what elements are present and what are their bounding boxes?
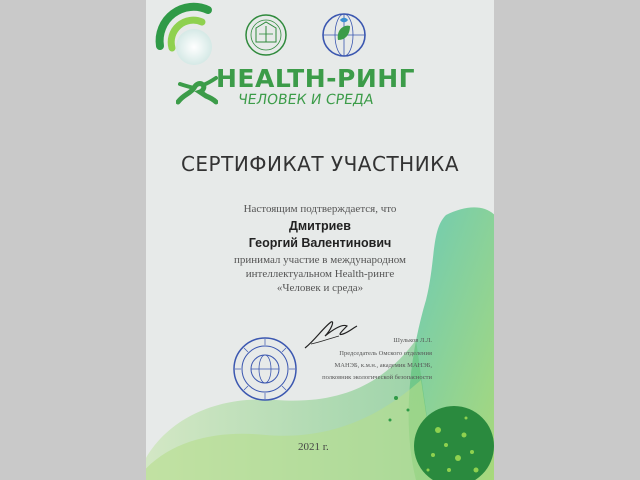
brand-title: HEALTH-РИНГ <box>216 64 416 93</box>
university-emblem-icon <box>244 12 288 58</box>
top-circle <box>176 29 212 65</box>
signature <box>301 314 361 354</box>
signatory-role-3: полковник экологической безопасности <box>322 374 432 381</box>
dot <box>394 396 398 400</box>
participation-line-3: «Человек и среда» <box>276 282 364 294</box>
confirm-line: Настоящим подтверждается, что <box>243 203 397 215</box>
dot <box>389 419 392 422</box>
dot <box>407 409 410 412</box>
participant-given-names: Георгий Валентинович <box>248 236 392 250</box>
participation-line-1: принимал участие в международном <box>234 254 406 266</box>
signatory-role-2: МАНЭБ, к.м.н., академик МАНЭБ, <box>334 362 432 369</box>
brand-subtitle: ЧЕЛОВЕК И СРЕДА <box>236 92 375 108</box>
certificate-sheet <box>146 0 494 480</box>
arm-wrestling-icon <box>176 74 218 106</box>
round-stamp <box>232 336 298 402</box>
maneb-emblem-icon <box>320 10 368 60</box>
participant-surname: Дмитриев <box>289 219 351 233</box>
certificate-year: 2021 г. <box>298 441 329 453</box>
signatory-role-1: Председатель Омского отделения <box>339 350 432 357</box>
participation-line-2: интеллектуальном Health-ринге <box>245 268 395 280</box>
signatory-name: Шульков Л.Л. <box>393 337 432 344</box>
certificate-title: СЕРТИФИКАТ УЧАСТНИКА <box>180 152 460 176</box>
